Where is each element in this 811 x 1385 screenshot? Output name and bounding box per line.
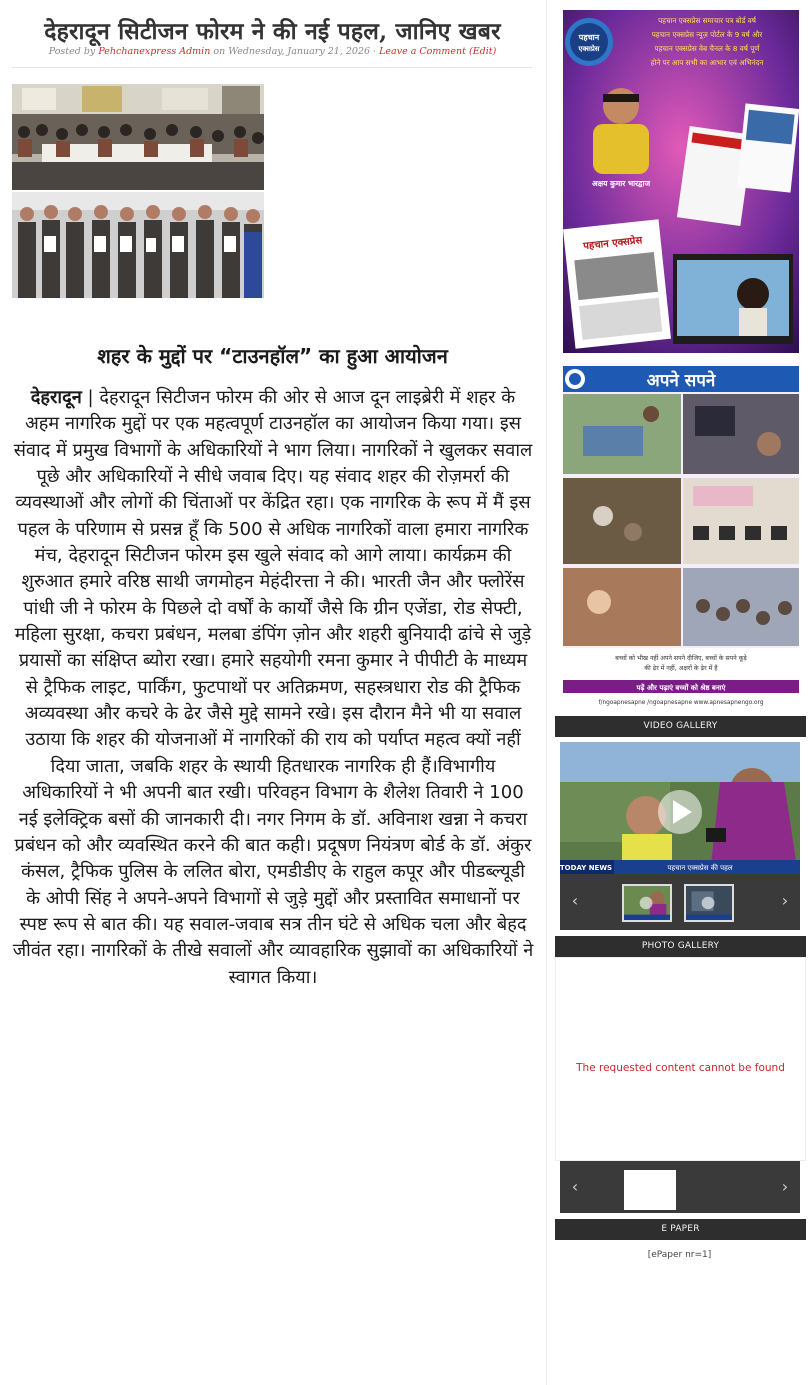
photo-carousel [560, 1161, 800, 1213]
pehchan-express-ad[interactable] [563, 10, 799, 353]
ad1-banner-line-4: होने पर आप सभी का आभार एवं अभिनंदन [650, 58, 764, 67]
ad1-logo-top: पहचान [578, 33, 600, 42]
epaper-header: E PAPER [555, 1219, 806, 1240]
post-date: on Wednesday, January 21, 2026 · [213, 46, 377, 57]
video-ticker-tag: TODAY NEWS [560, 864, 613, 872]
chevron-right-icon[interactable]: › [781, 891, 789, 910]
photo-gallery-box [555, 957, 806, 1161]
ad1-banner-line-2: पहचान एक्सप्रेस न्यूज़ पोर्टल के 9 वर्ष और [651, 30, 763, 39]
ad1-banner-line-1: पहचान एक्सप्रेस समाचार पत्र बोर्ड वर्ष [658, 16, 756, 25]
video-gallery-header: VIDEO GALLERY [555, 716, 806, 737]
ad2-caption-line-2: की ढेर में नहीं, अक्षरों के ढेर में है [644, 665, 718, 672]
ad2-caption-line-1: बच्चों को भीख नहीं अपने सपने दीजिए, बच्चों के सपने कूड़े [615, 655, 747, 662]
chevron-right-icon[interactable]: › [781, 1177, 789, 1196]
meta-prefix: Posted by [48, 46, 96, 57]
leave-comment-link[interactable]: Leave a Comment [379, 46, 466, 57]
content-not-found-message: The requested content cannot be found [576, 1062, 785, 1074]
epaper-shortcode: [ePaper nr=1] [647, 1250, 712, 1260]
edit-link[interactable]: (Edit) [469, 46, 497, 57]
post-title[interactable]: देहरादून सिटीजन फोरम ने की नई पहल, जानिए खबर [44, 18, 501, 45]
article-body [12, 385, 534, 991]
author-link[interactable]: Pehchanexpress Admin [98, 46, 211, 57]
chevron-left-icon[interactable]: ‹ [571, 891, 579, 910]
article-dateline: देहरादून [30, 387, 82, 408]
group-photo[interactable] [12, 192, 264, 298]
title-divider [12, 67, 532, 68]
video-thumbnail[interactable] [684, 884, 734, 922]
ad2-slogan: पढ़ें और पढ़ाएं बच्चों को श्रेष्ठ बनाएं [636, 684, 726, 692]
article-subheading: शहर के मुद्दों पर “टाउनहॉल” का हुआ आयोजन [97, 344, 448, 368]
photo-thumbnail-placeholder[interactable] [624, 1170, 676, 1210]
ad2-footer: f/ngoapnesapne /ngoapnesapne www.apnesapnengo.org [598, 700, 764, 706]
article-text: | देहरादून सिटीजन फोरम की ओर से आज दून लाइब्रेरी में शहर के अहम नागरिक मुद्दों पर एक महत्वपूर्ण टाउनहॉल का आयोजन किया गया। इस संवाद में प्रमुख विभागों के अधिकारियों ने भाग लिया। नागरिकों ने खुलकर सवाल पूछे और अधिकारियों ने सीधे जवाब दिए। यह संवाद शहर की रोज़मर्रा की व्यवस्थाओं और लोगों की चिंताओं पर केंद्रित रहा। एक नागरिक के रूप में मैं इस पहल के परिणाम से प्रसन्न हूँ कि 500 से अधिक नागरिकों वाला हमारा नागरिक मंच, देहरादून सिटीजन फोरम इस खुले संवाद को आगे लाया। कार्यक्रम की शुरुआत हमारे वरिष्ठ साथी जगमोहन मेहंदीरत्ता ने की। भारती जैन और फ्लोरेंस पांधी जी ने फोरम के पिछले दो वर्षों के कार्यों जैसे कि ग्रीन एजेंडा, रोड सेफ्टी, महिला सुरक्षा, कचरा प्रबंधन, मलबा डंपिंग ज़ोन और शहरी बुनियादी ढांचे से जुड़े प्रयासों का संक्षिप्त ब्योरा रखा। हमारे सहयोगी रमना कुमार ने पीपीटी के माध्यम से ट्रैफिक लाइट, पार्किंग, फुटपाथों पर अतिक्रमण, सहस्त्रधारा रोड की ट्रैफिक अव्यवस्था और कचरे के ढेर जैसे मुद्दे सामने रखे। इस दौरान मैने भी या सवाल उठाया कि शहर की योजनाओं में नागरिकों की राय को पर्याप्त महत्व क्यों नहीं दिया जाता, जबकि शहर के स्थायी हितधारक नागरिक ही हैं।विभागीय अधिकारियों ने भी अपनी बात रखी। परिवहन विभाग के शैलेश तिवारी ने 100 नई इलेक्ट्रिक बसों की जानकारी दी। नगर निगम के डॉ. अविनाश खन्ना ने कचरा प्रबंधन को और व्यवस्थित करने की बात कही। प्रदूषण नियंत्रण बोर्ड के डॉ. अंकुर कंसल, ट्रैफिक पुलिस के ललित बोरा, एमडीडीए के राहुल कपूर और पीडब्ल्यूडी के ओपी सिंह ने अपने-अपने विभागों से जुड़े मुद्दों और प्रस्तावित समाधानों पर स्पष्ट रूप से बात की। यह सवाल-जवाब सत्र तीन घंटे से अधिक चला और बेहद जीवंत रहा। नागरिकों के तीखे सवालों और व्यावहारिक सुझावों का अधिकारियों ने स्वागत किया। [12, 387, 534, 988]
ad1-banner-line-3: पहचान एक्सप्रेस वेब चैनल के 8 वर्ष पूर्ण [654, 44, 760, 53]
video-thumbnail[interactable] [622, 884, 672, 922]
post-meta [0, 46, 545, 57]
ad1-paper-masthead: पहचान एक्सप्रेस [582, 235, 643, 253]
chevron-left-icon[interactable]: ‹ [571, 1177, 579, 1196]
ad1-person-caption: अक्षय कुमार भारद्वाज [591, 179, 651, 188]
photo-gallery-header: PHOTO GALLERY [555, 936, 806, 957]
ad2-title: अपने सपने [646, 371, 716, 391]
sidebar [548, 0, 811, 1385]
video-ticker-text: पहचान एक्सप्रेस की पहल [667, 864, 733, 872]
column-divider [546, 0, 547, 1385]
video-player[interactable] [560, 742, 800, 874]
ad1-logo-bottom: एक्सप्रेस [578, 45, 600, 53]
apne-sapne-ad[interactable] [563, 366, 799, 708]
townhall-meeting-photo[interactable] [12, 84, 264, 190]
video-carousel [560, 874, 800, 930]
